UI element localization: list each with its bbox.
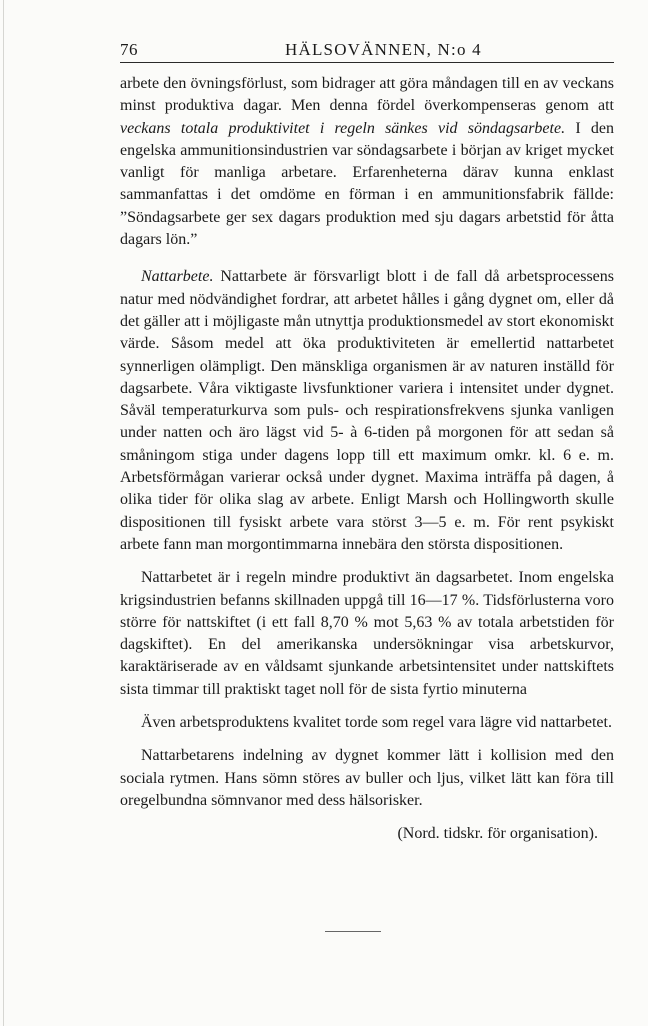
paragraph-quality [120, 712, 614, 734]
paragraph-social-rhythm [120, 745, 614, 812]
end-rule [325, 931, 381, 932]
text-run: Även arbetsproduktens kvalitet torde som regel vara lägre vid nattarbetet. [141, 714, 612, 732]
paragraph-sunday-work [120, 73, 614, 251]
running-header [120, 34, 614, 63]
text-run: I den engelska ammunitionsindustrien var söndagsarbete i början av kriget mycket vanligt för manliga arbetare. Erfarenheterna därav kunna enklast sammanfattas i det omdöme en förman i en ammunitionsfabrik fällde: ”Söndagsarbete ger sex dagars produktion med sju dagars arbetstid för åtta dagars lön.” [120, 119, 615, 249]
text-run: Nattarbete är försvarligt blott i de fall då arbetsprocessens natur med nödvändighet fordrar, att arbetet hålles i gång dygnet om, eller då det gäller att i möjligaste mån utnyttja produktionsmedel av stort ekonomiskt värde. Såsom medel att öka produktiviteten är emellertid nattarbetet synnerligen olämpligt. Den mänskliga organismen är av naturen inställd för dagsarbete. Våra viktigaste livsfunktioner variera i intensitet under dygnet. Såväl temperaturkurva som puls- och respirationsfrekvens sjunka vanligen under natten och äro lägst vid 5- à 6-tiden på morgonen för att sedan så småningom stiga under dagens lopp till ett maximum omkr. kl. 6 e. m. Arbetsförmågan varierar också under dygnet. Maxima inträffa på dagen, å olika tider för olika slag av arbete. Enligt Marsh och Hollingworth skulle dispositionen till fysiskt arbete vara störst 3—5 e. m. För rent psykiskt arbete fann man morgontimmarna innebära den största dispositionen. [120, 268, 614, 553]
paragraph-night-work [120, 266, 614, 556]
page-number: 76 [120, 40, 138, 59]
scan-edge [3, 0, 4, 1026]
text-run: Nattarbetet är i regeln mindre produktivt än dagsarbetet. Inom engelska krigsindustrien befanns skillnaden uppgå till 16—17 %. Tidsförlusterna voro större för nattskiftet (i ett fall 8,70 % mot 5,63 % av totala arbetstiden för dagskiftet). En del amerikanska undersökningar visa arbetskurvor, karaktäriserade av en våldsamt sjunkande arbetsintensitet under nattskiftets sista timmar till praktiskt taget noll för de sista fyrtio minuterna [120, 569, 614, 698]
source-citation: (Nord. tidskr. för organisation). [397, 825, 598, 843]
section-heading-nattarbete: Nattarbete. [141, 268, 214, 286]
article-body [120, 73, 614, 846]
journal-title: HÄLSOVÄNNEN, N:o 4 [285, 40, 482, 59]
text-run: arbete den övningsförlust, som bidrager att göra måndagen till en av veckans minst produktiva dagar. Men denna fördel överkompenseras genom att [120, 75, 614, 115]
paragraph-productivity [120, 567, 614, 701]
italic-emphasis: veckans totala produktivitet i regeln sänkes vid söndagsarbete. [120, 119, 566, 137]
text-run: Nattarbetarens indelning av dygnet kommer lätt i kollision med den sociala rytmen. Hans sömn störes av buller och ljus, vilket lätt kan föra till oregelbundna sömnvanor med dess hälsorisker. [120, 747, 614, 809]
